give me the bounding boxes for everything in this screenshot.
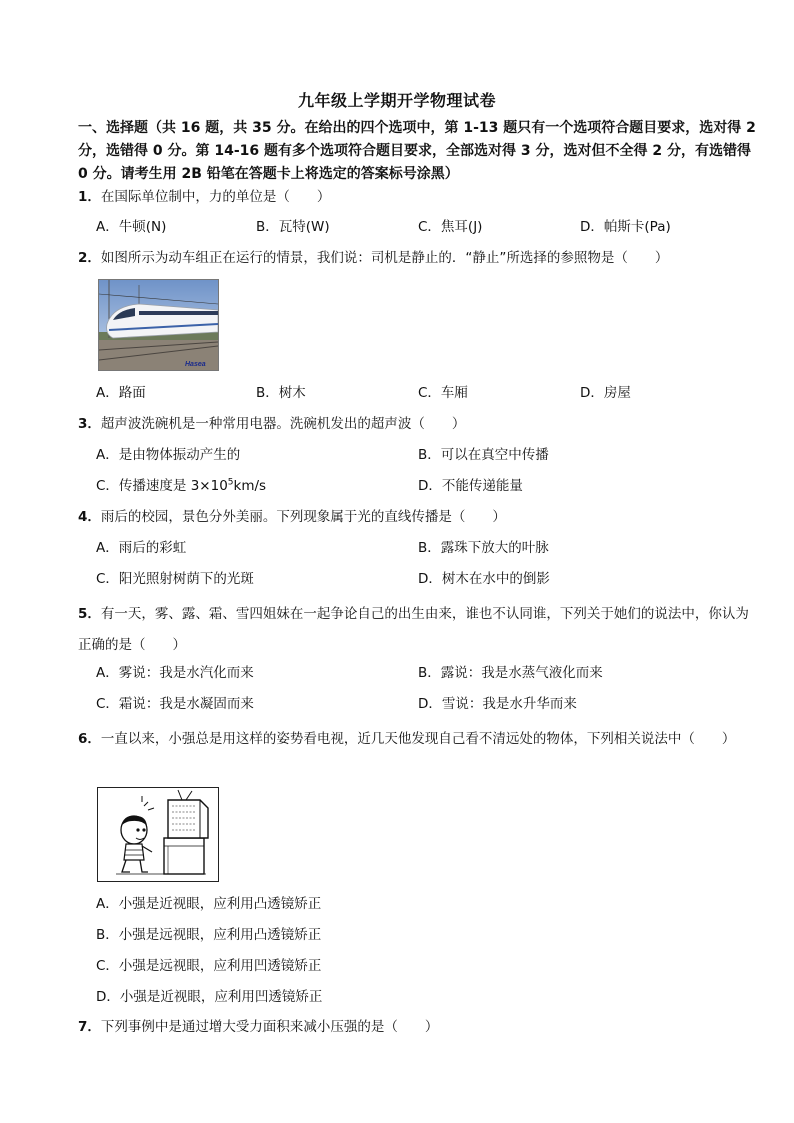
q2-option-a[interactable]: A．路面 xyxy=(96,385,146,401)
q6-option-d[interactable]: D．小强是近视眼，应利用凹透镜矫正 xyxy=(96,989,323,1005)
q4-option-b[interactable]: B．露珠下放大的叶脉 xyxy=(418,540,549,556)
option-text: C．传播速度是 3×10 xyxy=(96,478,228,494)
question-4 xyxy=(78,506,758,528)
q6-option-a[interactable]: A．小强是近视眼，应利用凸透镜矫正 xyxy=(96,896,322,912)
question-text: 如图所示为动车组正在运行的情景，我们说：司机是静止的．“静止”所选择的参照物是（ ） xyxy=(100,250,669,266)
question-number: 6． xyxy=(78,731,101,747)
section-instructions: 一、选择题（共 16 题，共 35 分。在给出的四个选项中，第 1-13 题只有一个选项符合题目要求，选对得 2 分，选错得 0 分。第 14-16 题有多个选项符合题目要求，全部选对得 3 分，选对但不全得 2 分，有选错得 0 分。请考生用 2B 铅笔在答题卡上将选定的答案标号涂黑） xyxy=(78,120,756,182)
q3-option-a[interactable]: A．是由物体振动产生的 xyxy=(96,447,241,463)
q3-option-b[interactable]: B．可以在真空中传播 xyxy=(418,447,549,463)
question-number: 7． xyxy=(78,1019,101,1035)
q5-option-c[interactable]: C．霜说：我是水凝固而来 xyxy=(96,696,254,712)
question-number: 5． xyxy=(78,606,101,622)
q6-option-b[interactable]: B．小强是远视眼，应利用凸透镜矫正 xyxy=(96,927,322,943)
question-text: 一直以来，小强总是用这样的姿势看电视，近几天他发现自己看不清远处的物体，下列相关说法中（ ） xyxy=(100,731,736,747)
question-text: 下列事例中是通过增大受力面积来减小压强的是（ ） xyxy=(100,1019,439,1035)
q3-option-d[interactable]: D．不能传递能量 xyxy=(418,478,523,494)
train-figure xyxy=(98,279,219,371)
q1-option-d[interactable]: D．帕斯卡(Pa) xyxy=(580,219,671,235)
question-5 xyxy=(78,599,758,661)
question-number: 2． xyxy=(78,250,101,266)
q1-option-c[interactable]: C．焦耳(J) xyxy=(418,219,483,235)
question-text: 超声波洗碗机是一种常用电器。洗碗机发出的超声波（ ） xyxy=(100,416,466,432)
question-3 xyxy=(78,413,758,435)
question-2 xyxy=(78,247,758,269)
question-number: 1． xyxy=(78,189,101,205)
q5-option-a[interactable]: A．雾说：我是水汽化而来 xyxy=(96,665,254,681)
q1-option-b[interactable]: B．瓦特(W) xyxy=(256,219,330,235)
q2-option-c[interactable]: C．车厢 xyxy=(418,385,468,401)
q2-option-d[interactable]: D．房屋 xyxy=(580,385,631,401)
question-number: 4． xyxy=(78,509,101,525)
exponent: 5 xyxy=(227,477,234,488)
boy-watching-tv-illustration xyxy=(98,788,218,881)
tv-watching-figure xyxy=(97,787,219,882)
image-watermark: Hasea xyxy=(185,361,206,368)
q4-option-c[interactable]: C．阳光照射树荫下的光斑 xyxy=(96,571,254,587)
q2-option-b[interactable]: B．树木 xyxy=(256,385,306,401)
q6-option-c[interactable]: C．小强是远视眼，应利用凹透镜矫正 xyxy=(96,958,322,974)
question-number: 3． xyxy=(78,416,101,432)
page-title: 九年级上学期开学物理试卷 xyxy=(297,91,496,110)
q1-option-a[interactable]: A．牛顿(N) xyxy=(96,219,167,235)
q5-option-b[interactable]: B．露说：我是水蒸气液化而来 xyxy=(418,665,603,681)
question-6 xyxy=(78,724,758,755)
q4-option-a[interactable]: A．雨后的彩虹 xyxy=(96,540,187,556)
high-speed-train-image xyxy=(99,280,218,370)
question-text: 雨后的校园，景色分外美丽。下列现象属于光的直线传播是（ ） xyxy=(100,509,506,525)
q3-option-c[interactable] xyxy=(96,475,266,497)
q5-option-d[interactable]: D．雪说：我是水升华而来 xyxy=(418,696,577,712)
q4-option-d[interactable]: D．树木在水中的倒影 xyxy=(418,571,550,587)
question-1 xyxy=(78,186,758,208)
unit: km/s xyxy=(233,478,267,494)
question-7 xyxy=(78,1016,758,1038)
question-text: 有一天，雾、露、霜、雪四姐妹在一起争论自己的出生由来，谁也不认同谁，下列关于她们的说法中，你认为正确的是（ ） xyxy=(78,606,749,653)
question-text: 在国际单位制中，力的单位是（ ） xyxy=(100,189,331,205)
